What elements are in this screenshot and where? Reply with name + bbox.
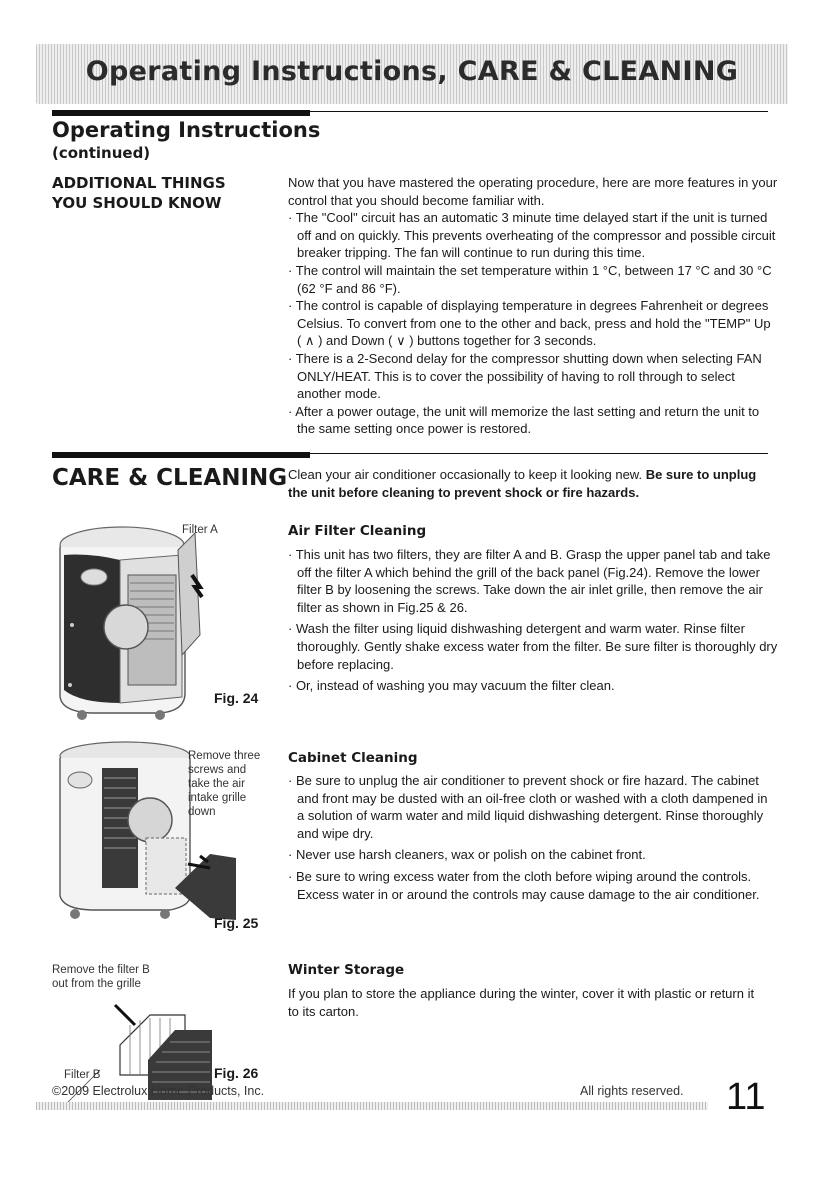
fig25-callout-line: intake grille <box>188 792 247 804</box>
operating-title: Operating Instructions <box>52 118 321 142</box>
cabinet-bullet: · Be sure to wring excess water from the cloth before wiping around the controls. Excess water in or around the controls may cause damage to the air conditioner. <box>288 868 760 902</box>
air-filter-body <box>288 546 778 695</box>
operating-subtitle: (continued) <box>52 144 151 162</box>
fig25-label: Fig. 25 <box>214 915 259 931</box>
operating-bullet: · The control will maintain the set temperature within 1 °C, between 17 °C and 30 °C (62 °F and 86 °F). <box>288 262 772 296</box>
fig24-label: Fig. 24 <box>214 690 259 706</box>
fig26-callout <box>52 963 150 991</box>
air-filter-bullet: · Wash the filter using liquid dishwashing detergent and warm water. Rinse filter thoroughly. Gently shake excess water from the filter. Be sure filter is thoroughly dry before replacing. <box>288 621 778 672</box>
air-filter-heading: Air Filter Cleaning <box>288 523 427 539</box>
cabinet-bullet: · Be sure to unplug the air conditioner to prevent shock or fire hazard. The cabinet and front may be dusted with an oil-free cloth or washed with a cloth dampened in a solution of warm water and mild liquid dishwashing detergent. Rinse thoroughly and wipe dry. <box>288 773 768 841</box>
care-rule-thick <box>52 452 310 458</box>
operating-bullet: · The control is capable of displaying temperature in degrees Fahrenheit or degrees Celsius. To convert from one to the other and back, press and hold the "TEMP" Up ( ∧ ) and Down ( ∨ ) buttons together for 3 seconds. <box>288 298 771 349</box>
operating-bullet: · The "Cool" circuit has an automatic 3 minute time delayed start if the unit is turned off and on quickly. This prevents overheating of the compressor and possible circuit breaker tripping. The fan will continue to run during this time. <box>288 210 776 261</box>
fig24-callout: Filter A <box>182 524 218 536</box>
footer-band <box>36 1102 708 1110</box>
operating-bullet: · After a power outage, the unit will memorize the last setting and return the unit to the same setting once power is restored. <box>288 403 760 437</box>
cabinet-bullet: · Never use harsh cleaners, wax or polish on the cabinet front. <box>288 847 646 863</box>
care-rule-thin <box>310 453 768 454</box>
care-title: CARE & CLEANING <box>52 465 288 491</box>
cabinet-heading: Cabinet Cleaning <box>288 750 418 766</box>
care-intro-warning: Be sure to unplug the unit before cleaning to prevent shock or fire hazards. <box>288 467 757 500</box>
operating-body <box>288 174 778 438</box>
page-number: 11 <box>726 1076 766 1118</box>
winter-body: If you plan to store the appliance during the winter, cover it with plastic or return it to its carton. <box>288 986 755 1019</box>
banner-title: Operating Instructions, CARE & CLEANING <box>85 56 739 87</box>
fig25-callout-line: screws and <box>188 764 247 776</box>
filter-b-fig26-illustration <box>90 990 220 1090</box>
operating-bullet: · There is a 2-Second delay for the compressor shutting down when selecting FAN ONLY/HEAT. This is to cover the possibility of having to roll through to select another mode. <box>288 350 762 402</box>
rights-text: All rights reserved. <box>580 1084 684 1098</box>
care-intro-plain: Clean your air conditioner occasionally to keep it looking new. <box>288 467 646 482</box>
side-heading-line2: YOU SHOULD KNOW <box>52 194 222 212</box>
copyright-text: ©2009 Electrolux Home Products, Inc. <box>52 1084 265 1098</box>
fig25-callout <box>188 749 260 819</box>
section-rule-thick <box>52 110 310 116</box>
air-filter-bullet: · Or, instead of washing you may vacuum the filter clean. <box>288 678 615 694</box>
fig26-label: Fig. 26 <box>214 1065 259 1081</box>
section-rule-thin <box>310 111 768 112</box>
fig25-callout-line: Remove three <box>188 750 261 762</box>
page-banner <box>36 44 788 104</box>
care-intro <box>288 466 778 501</box>
fig26-callout-line: out from the grille <box>52 978 141 990</box>
fig26-callout-line: Remove the filter B <box>52 964 150 976</box>
cabinet-body <box>288 772 778 903</box>
winter-heading: Winter Storage <box>288 962 405 978</box>
filter-b-label: Filter B <box>64 1069 101 1081</box>
side-heading-line1: ADDITIONAL THINGS <box>52 174 226 192</box>
additional-things-heading <box>52 173 226 213</box>
fig25-callout-line: down <box>188 806 216 818</box>
operating-intro: Now that you have mastered the operating procedure, here are more features in your control that you should become familiar with. <box>288 175 778 208</box>
air-filter-bullet: · This unit has two filters, they are filter A and B. Grasp the upper panel tab and take off the filter A which behind the grill of the back panel (Fig.24). Remove the lower filter B by loosening the screws. Take down the air inlet grille, then remove the air filter as shown in Fig.25 & 26. <box>288 547 771 615</box>
fig25-callout-line: take the air <box>188 778 245 790</box>
